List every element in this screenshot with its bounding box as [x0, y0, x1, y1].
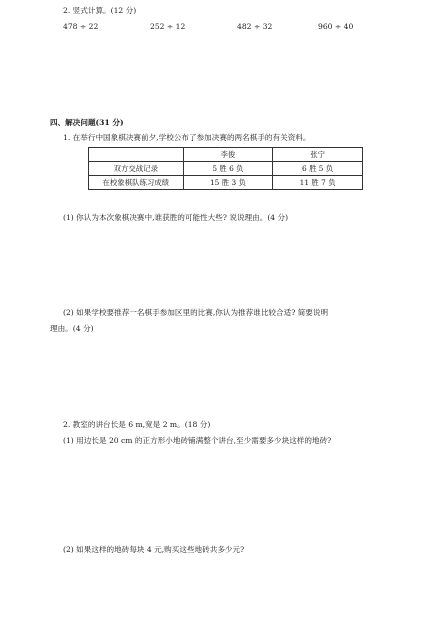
question-2-part-2: (2) 如果这样的地砖每块 4 元,购买这些地砖共多少元? — [63, 545, 245, 554]
table-cell: 11 胜 7 负 — [273, 176, 363, 190]
table-cell: 15 胜 3 负 — [183, 176, 273, 190]
table-cell: 在校象棋队练习成绩 — [89, 176, 184, 190]
section-4-heading: 四、解决问题(31 分) — [50, 118, 124, 127]
question-1-part-2-line-1: (2) 如果学校要推荐一名棋手参加区里的比赛,你认为推荐谁比较合适? 简要说明 — [63, 308, 329, 317]
table-header-row — [89, 148, 363, 162]
question-1-part-1: (1) 你认为本次象棋决赛中,谁获胜的可能性大些? 说说理由。(4 分) — [63, 213, 289, 222]
question-2-intro: 2. 教室的讲台长是 6 m,宽是 2 m。(18 分) — [63, 420, 211, 429]
question-1-part-2-line-2: 理由。(4 分) — [50, 324, 94, 333]
table-header-cell: 李俊 — [183, 148, 273, 162]
table-cell: 6 胜 5 负 — [273, 162, 363, 176]
player-info-table — [88, 147, 363, 190]
problem-1: 478 ÷ 22 — [63, 22, 99, 31]
table-cell: 双方交战记录 — [89, 162, 184, 176]
section-2-title: 2. 竖式计算。(12 分) — [63, 6, 137, 15]
question-1-intro: 1. 在举行中国象棋决赛前夕,学校公布了参加决赛的两名棋手的有关资料。 — [63, 133, 311, 142]
table-row — [89, 176, 363, 190]
problem-4: 960 ÷ 40 — [318, 22, 354, 31]
table-row — [89, 162, 363, 176]
table-header-cell: 张宁 — [273, 148, 363, 162]
table-header-cell — [89, 148, 184, 162]
problem-3: 482 ÷ 32 — [237, 22, 273, 31]
problem-2: 252 ÷ 12 — [150, 22, 186, 31]
table-cell: 5 胜 6 负 — [183, 162, 273, 176]
question-2-part-1: (1) 用边长是 20 cm 的正方形小地砖铺满整个讲台,至少需要多少块这样的地砖? — [63, 436, 332, 445]
